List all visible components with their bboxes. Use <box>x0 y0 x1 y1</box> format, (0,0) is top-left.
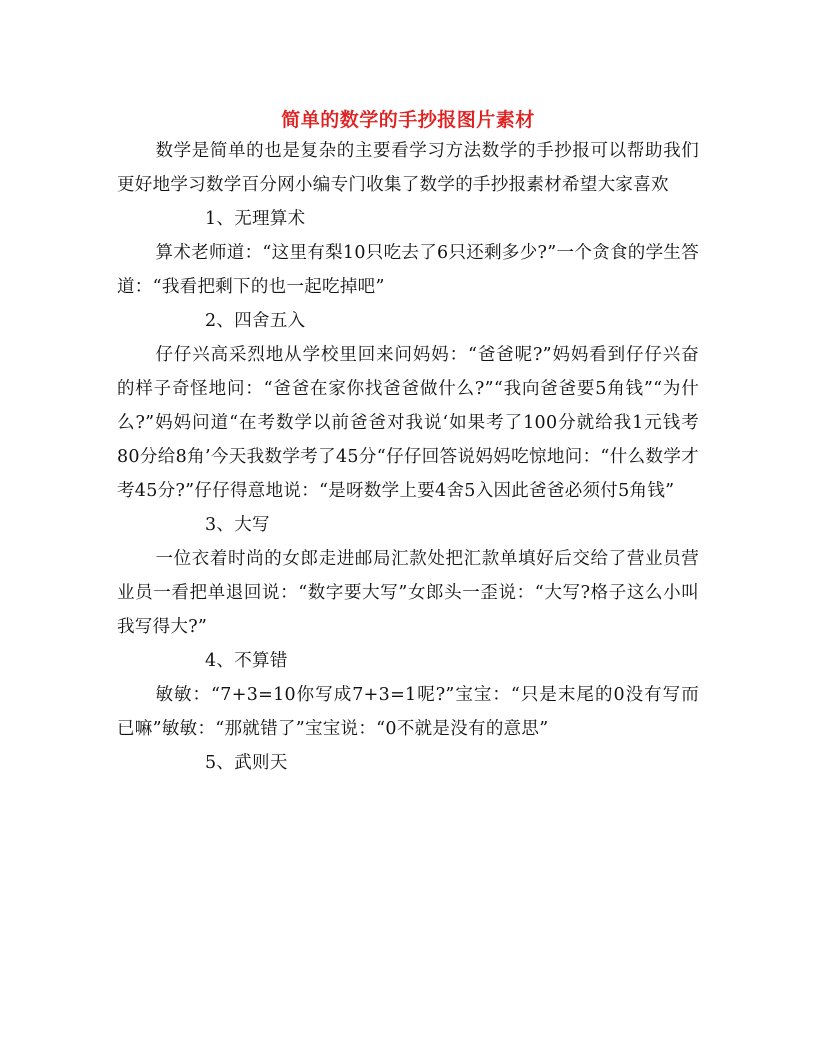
section-paragraph: 仔仔兴高采烈地从学校里回来问妈妈：“爸爸呢?”妈妈看到仔仔兴奋的样子奇怪地问：“爸爸在家你找爸爸做什么?”“我向爸爸要5角钱”“为什么?”妈妈问道“在考数学以前爸爸对我说‘如果考了100分就给我1元钱考80分给8角’今天我数学考了45分“仔仔回答说妈妈吃惊地问：“什么数学才考45分?”仔仔得意地说：“是呀数学上要4舍5入因此爸爸必须付5角钱” <box>117 345 699 501</box>
page-title: 简单的数学的手抄报图片素材 <box>281 108 535 131</box>
section-heading: 5、武则天 <box>205 753 288 773</box>
section-paragraph: 算术老师道：“这里有梨10只吃去了6只还剩多少?”一个贪食的学生答道：“我看把剩下的也一起吃掉吧” <box>117 243 699 297</box>
intro-paragraph: 数学是简单的也是复杂的主要看学习方法数学的手抄报可以帮助我们更好地学习数学百分网小编专门收集了数学的手抄报素材希望大家喜欢 <box>117 141 699 195</box>
section-heading: 1、无理算术 <box>205 209 306 229</box>
section-paragraph: 敏敏：“7+3=10你写成7+3=1呢?”宝宝：“只是末尾的0没有写而已嘛”敏敏：“那就错了”宝宝说：“0不就是没有的意思” <box>117 685 699 739</box>
section-heading: 2、四舍五入 <box>205 311 306 331</box>
section-heading: 4、不算错 <box>205 651 288 671</box>
document-body <box>117 134 699 780</box>
section-heading: 3、大写 <box>205 515 270 535</box>
section-paragraph: 一位衣着时尚的女郎走进邮局汇款处把汇款单填好后交给了营业员营业员一看把单退回说：“数字要大写”女郎头一歪说：“大写?格子这么小叫我写得大?” <box>117 549 699 637</box>
